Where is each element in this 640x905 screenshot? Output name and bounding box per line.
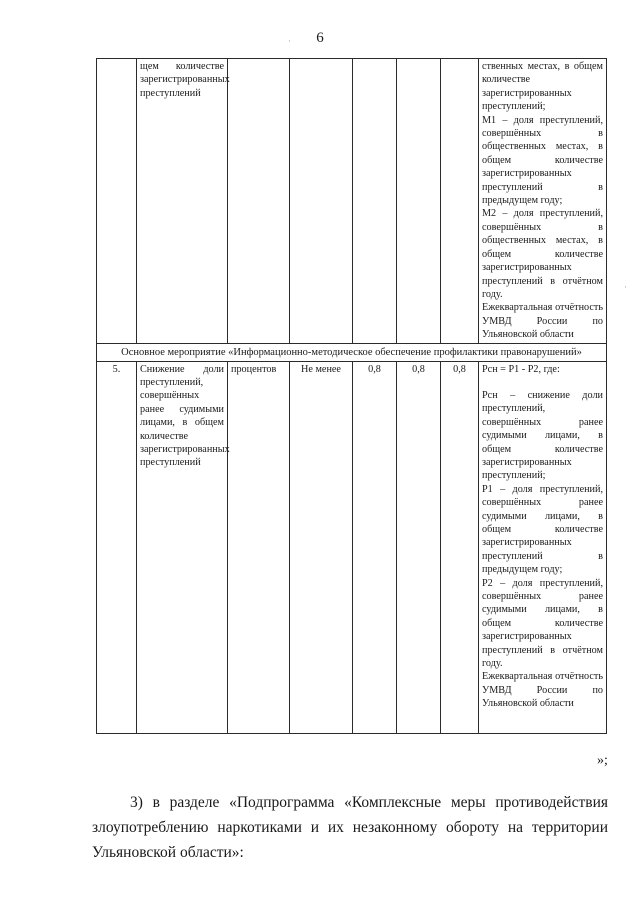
cell-unit: процентов <box>228 361 290 733</box>
table-row-5 <box>97 361 607 733</box>
method-line: Р2 – доля преступлений, совершённых ранее судимыми лицами, в общем количестве зарегистрированных преступлений в отчётном году. <box>482 577 603 670</box>
cell-unit <box>228 59 290 344</box>
paragraph-text: 3) в разделе «Подпрограмма «Комплексные меры противодействия злоупотреблению наркотиками и их незаконному обороту на территории Ульяновской области»: <box>92 794 608 861</box>
cell-num: 5. <box>97 361 137 733</box>
cell-direction: Не менее <box>290 361 353 733</box>
cell-value-3 <box>441 59 479 344</box>
cell-method <box>479 59 607 344</box>
table-row-continued <box>97 59 607 344</box>
indicators-table <box>96 58 607 734</box>
section-row <box>97 343 607 361</box>
page-number: 6 <box>316 30 324 46</box>
method-formula: Рсн = Р1 - Р2, где: <box>482 363 560 375</box>
cell-value-3: 0,8 <box>441 361 479 733</box>
body-paragraph <box>92 790 608 865</box>
cell-value-2: 0,8 <box>397 361 441 733</box>
cell-value-2 <box>397 59 441 344</box>
cell-value-1: 0,8 <box>353 361 397 733</box>
method-line: M1 – доля преступлений, совершённых в общественных местах, в общем количестве зарегистрированных преступлений в предыдущем году; <box>482 114 603 207</box>
closing-quote: »; <box>597 753 608 768</box>
cell-direction <box>290 59 353 344</box>
cell-indicator-name: Снижение доли преступлений, совершённых ранее судимыми лицами, в общем количестве зарегистрированных преступлений <box>137 361 228 733</box>
method-line: Ежеквартальная отчётность УМВД России по Ульяновской области <box>482 671 603 710</box>
cell-indicator-name: щем количестве зарегистрированных преступлений <box>137 59 228 344</box>
cell-num <box>97 59 137 344</box>
cell-method <box>479 361 607 733</box>
cell-value-1 <box>353 59 397 344</box>
method-line: Р1 – доля преступлений, совершённых ранее судимыми лицами, в общем количестве зарегистрированных преступлений в предыдущем году; <box>482 483 603 576</box>
method-line: M2 – доля преступлений, совершённых в общественных местах, в общем количестве зарегистрированных преступлений в отчётном году. <box>482 208 603 300</box>
scan-dot: · <box>624 282 627 292</box>
section-title: Основное мероприятие «Информационно-методическое обеспечение профилактики правонарушений» <box>97 343 607 361</box>
method-line: ственных местах, в общем количестве зарегистрированных преступлений; <box>482 61 603 113</box>
method-line: Рсн – снижение доли преступлений, совершённых ранее судимыми лицами, в общем количестве зарегистрированных преступлений; <box>482 389 603 482</box>
scan-dot: · <box>288 36 291 46</box>
method-line: Ежеквартальная отчётность УМВД России по Ульяновской области <box>482 302 603 341</box>
